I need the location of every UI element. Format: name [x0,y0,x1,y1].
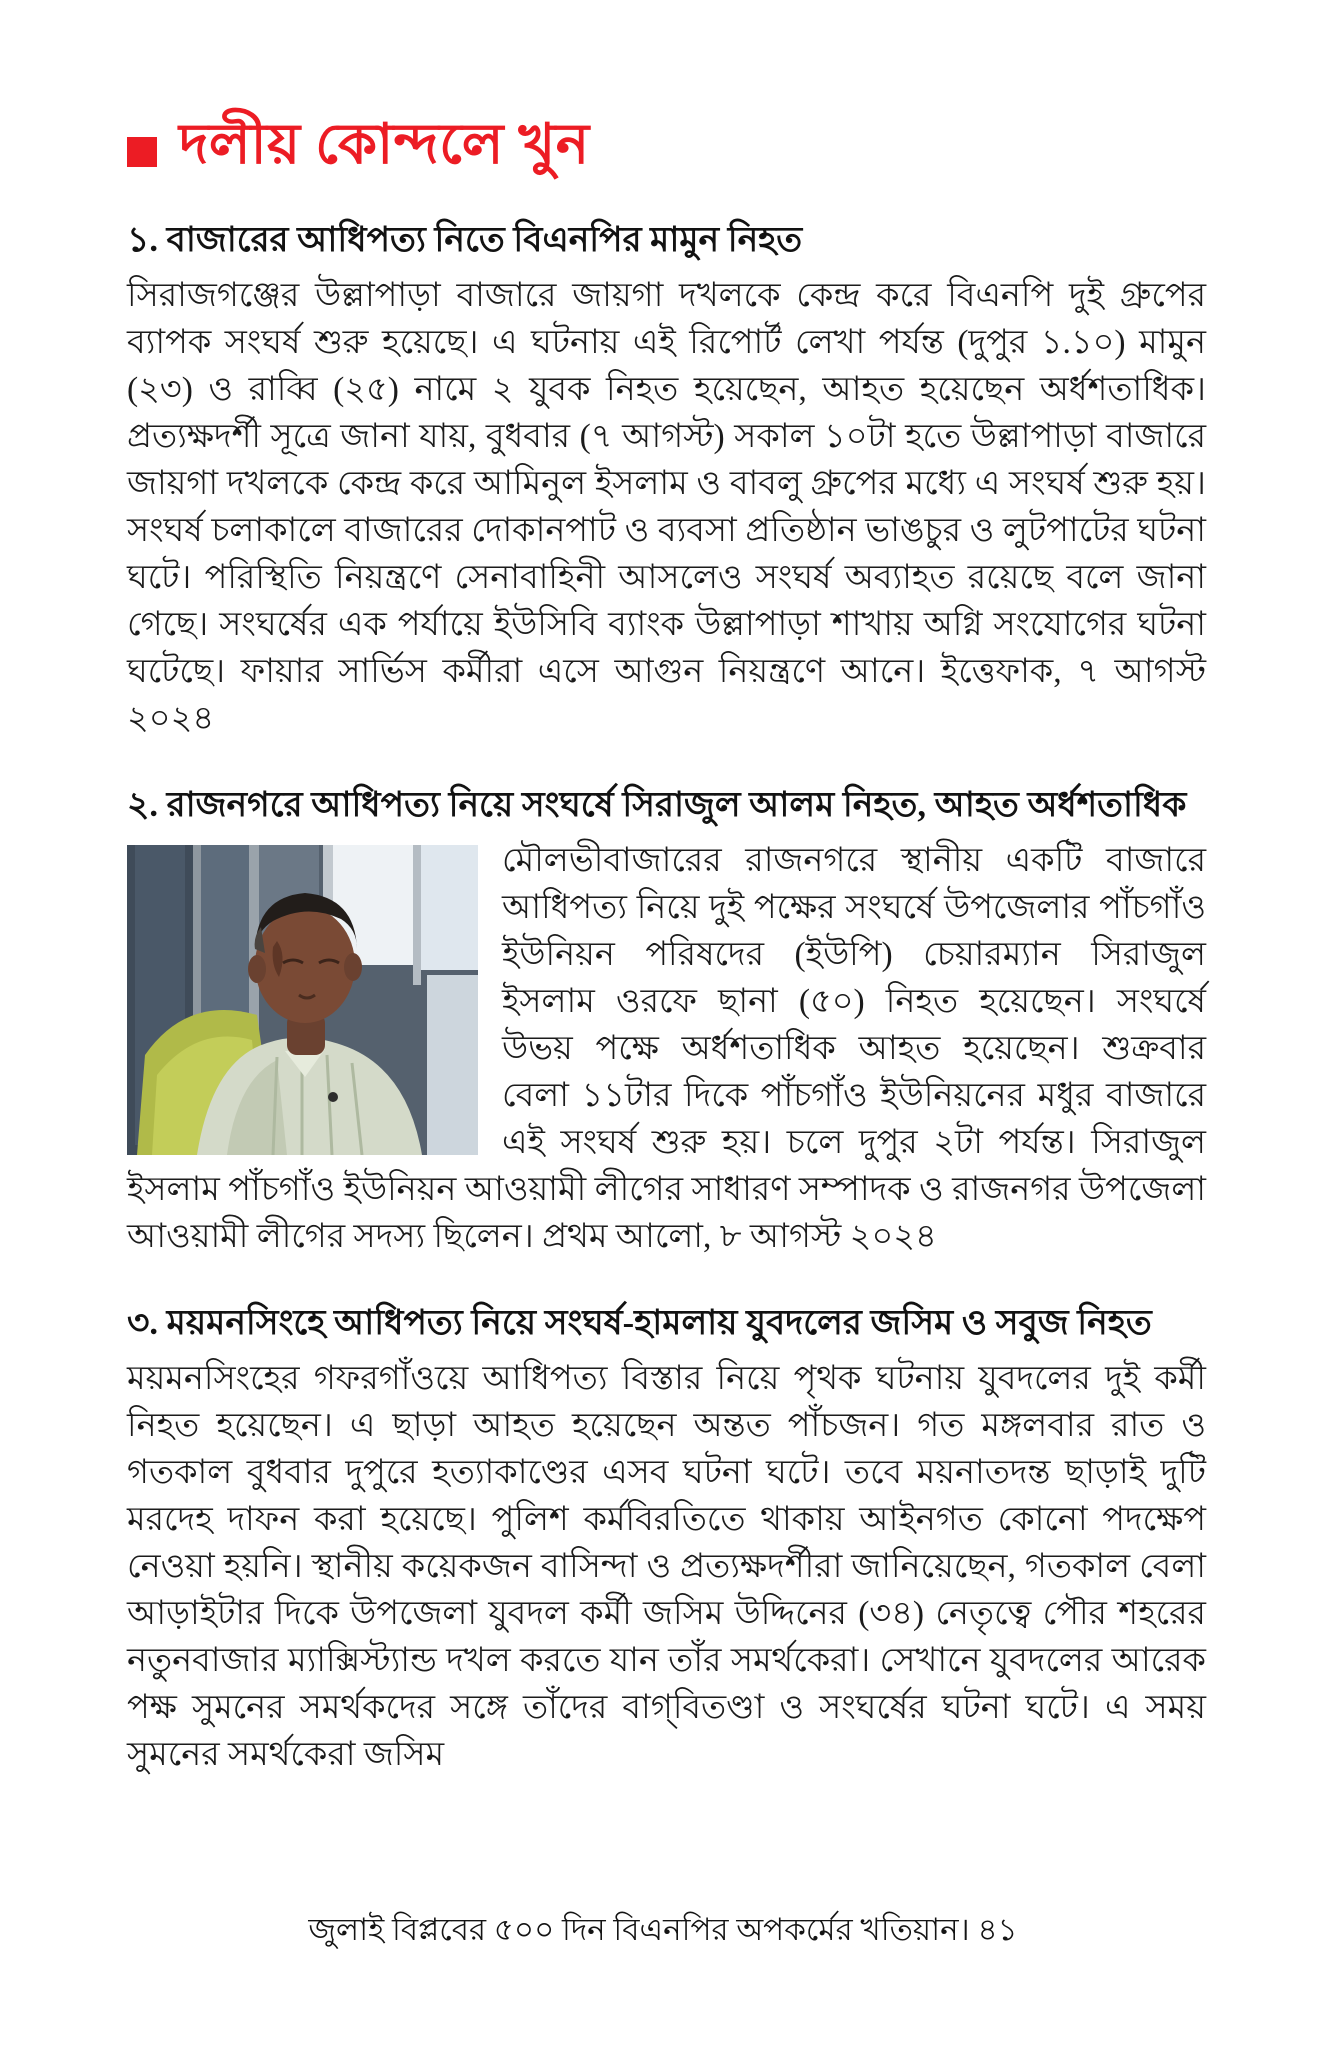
section-1-body-block [127,272,1206,742]
section-3-body-block [127,1355,1206,1778]
section-2 [127,784,1206,1260]
page-title: দলীয় কোন্দলে খুন [179,114,590,176]
page-footer: জুলাই বিপ্লবের ৫০০ দিন বিএনপির অপকর্মের খতিয়ান। ৪১ [308,1912,1018,1947]
section-2-heading: ২. রাজনগরে আধিপত্য নিয়ে সংঘর্ষে সিরাজুল আলম নিহত, আহত অর্ধশতাধিক [127,785,1187,824]
main-heading [127,116,1206,175]
section-2-body: মৌলভীবাজারের রাজনগরে স্থানীয় একটি বাজারে আধিপত্য নিয়ে দুই পক্ষের সংঘর্ষে উপজেলার পাঁচগাঁও ইউনিয়ন পরিষদের (ইউপি) চেয়ারম্যান সিরাজুল ইসলাম ওরফে ছানা (৫০) নিহত হয়েছেন। সংঘর্ষে উভয় পক্ষে অর্ধশতাধিক আহত হয়েছেন। শুক্রবার বেলা ১১টার দিকে পাঁচগাঁও ইউনিয়নের মধুর বাজারে এই সংঘর্ষ শুরু হয়। চলে দুপুর ২টা পর্যন্ত। সিরাজুল ইসলাম পাঁচগাঁও ইউনিয়ন আওয়ামী লীগের সাধারণ সম্পাদক ও রাজনগর উপজেলা আওয়ামী লীগের সদস্য ছিলেন। প্রথম আলো, ৮ আগস্ট ২০২৪ [127,842,1206,1256]
section-3 [127,1302,1206,1778]
section-1-body: সিরাজগঞ্জের উল্লাপাড়া বাজারে জায়গা দখলকে কেন্দ্র করে বিএনপি দুই গ্রুপের ব্যাপক সংঘর্ষ শুরু হয়েছে। এ ঘটনায় এই রিপোর্ট লেখা পর্যন্ত (দুপুর ১.১০) মামুন (২৩) ও রাব্বি (২৫) নামে ২ যুবক নিহত হয়েছেন, আহত হয়েছেন অর্ধশতাধিক। প্রত্যক্ষদর্শী সূত্রে জানা যায়, বুধবার (৭ আগস্ট) সকাল ১০টা হতে উল্লাপাড়া বাজারে জায়গা দখলকে কেন্দ্র করে আমিনুল ইসলাম ও বাবলু গ্রুপের মধ্যে এ সংঘর্ষ শুরু হয়। সংঘর্ষ চলাকালে বাজারের দোকানপাট ও ব্যবসা প্রতিষ্ঠান ভাঙচুর ও লুটপাটের ঘটনা ঘটে। পরিস্থিতি নিয়ন্ত্রণে সেনাবাহিনী আসলেও সংঘর্ষ অব্যাহত রয়েছে বলে জানা গেছে। সংঘর্ষের এক পর্যায়ে ইউসিবি ব্যাংক উল্লাপাড়া শাখায় অগ্নি সংযোগের ঘটনা ঘটেছে। ফায়ার সার্ভিস কর্মীরা এসে আগুন নিয়ন্ত্রণে আনে। ইত্তেফাক, ৭ আগস্ট ২০২৪ [127,276,1206,737]
section-2-body-block [127,837,1206,1260]
portrait-photo [127,845,478,1155]
section-1 [127,219,1206,742]
section-3-body: ময়মনসিংহের গফরগাঁওয়ে আধিপত্য বিস্তার নিয়ে পৃথক ঘটনায় যুবদলের দুই কর্মী নিহত হয়েছেন। এ ছাড়া আহত হয়েছেন অন্তত পাঁচজন। গত মঙ্গলবার রাত ও গতকাল বুধবার দুপুরে হত্যাকাণ্ডের এসব ঘটনা ঘটে। তবে ময়নাতদন্ত ছাড়াই দুটি মরদেহ দাফন করা হয়েছে। পুলিশ কর্মবিরতিতে থাকায় আইনগত কোনো পদক্ষেপ নেওয়া হয়নি। স্থানীয় কয়েকজন বাসিন্দা ও প্রত্যক্ষদর্শীরা জানিয়েছেন, গতকাল বেলা আড়াইটার দিকে উপজেলা যুবদল কর্মী জসিম উদ্দিনের (৩৪) নেতৃত্বে পৌর শহরের নতুনবাজার ম্যাক্সিস্ট্যান্ড দখল করতে যান তাঁর সমর্থকেরা। সেখানে যুবদলের আরেক পক্ষ সুমনের সমর্থকদের সঙ্গে তাঁদের বাগ্‌বিতণ্ডা ও সংঘর্ষের ঘটনা ঘটে। এ সময় সুমনের সমর্থকেরা জসিম [127,1360,1206,1774]
section-1-heading: ১. বাজারের আধিপত্য নিতে বিএনপির মামুন নিহত [127,220,803,259]
portrait-photo-graphic [127,845,478,1155]
red-square-bullet-icon [127,137,157,167]
section-3-heading: ৩. ময়মনসিংহে আধিপত্য নিয়ে সংঘর্ষ-হামলায় যুবদলের জসিম ও সবুজ নিহত [127,1304,1152,1343]
